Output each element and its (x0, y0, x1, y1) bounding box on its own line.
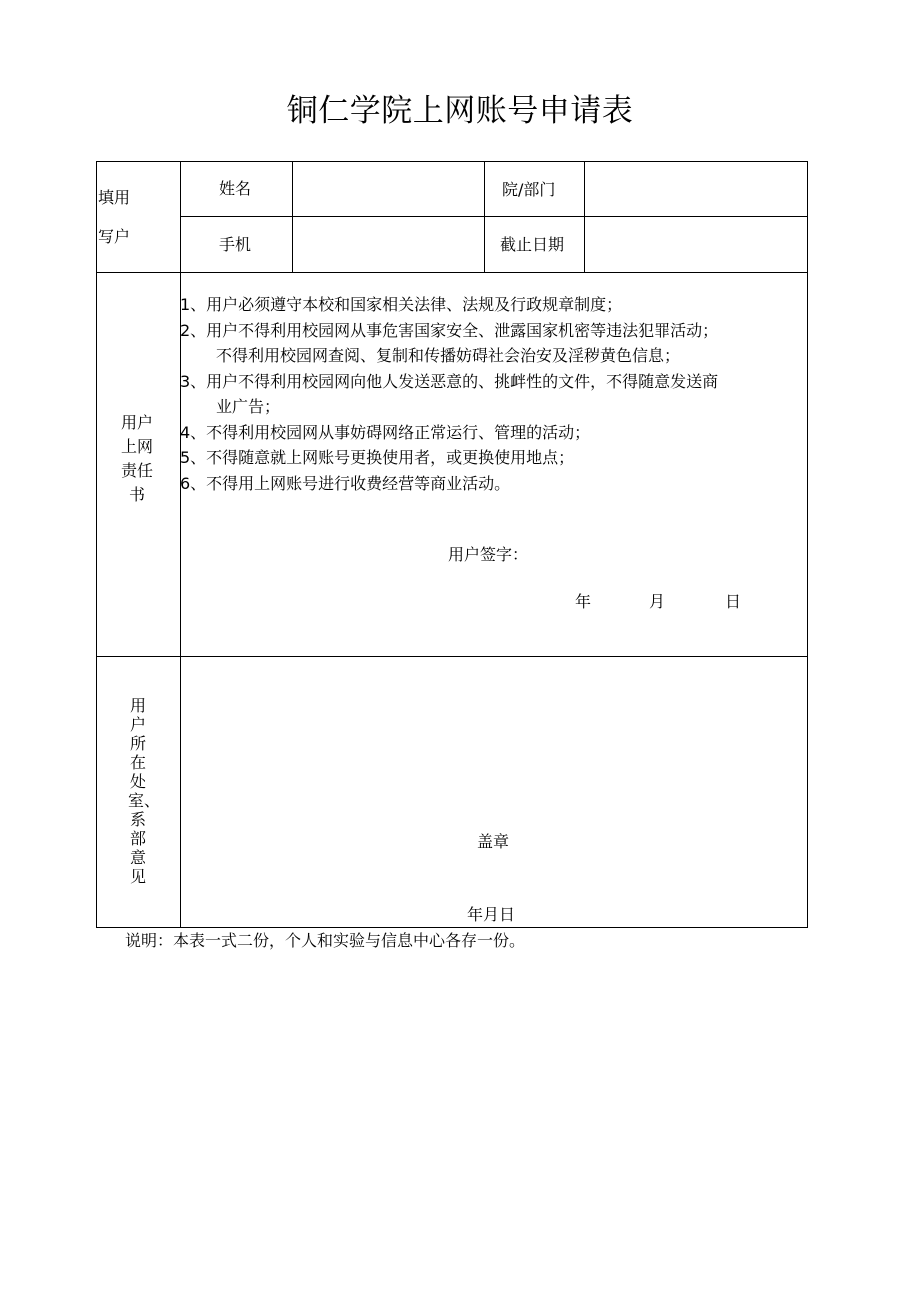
dept-field[interactable] (590, 178, 800, 202)
form-note: 说明：本表一式二份，个人和实验与信息中心各存一份。 (125, 931, 526, 950)
term-line-3-continued: 业广告； (216, 397, 281, 416)
term-line-2-continued: 不得利用校园网查阅、复制和传播妨碍社会治安及淫秽黄色信息； (216, 346, 681, 365)
table-divider-fill-section (96, 272, 808, 273)
table-divider-dept-value (584, 161, 585, 273)
name-field[interactable] (298, 177, 478, 201)
deadline-label: 截止日期 (500, 235, 565, 254)
signature-label: 用户签字： (448, 545, 529, 564)
department-opinion-label: 用户所在处室、系部意见 (128, 696, 161, 886)
term-line-5: 5、不得随意就上网账号更换使用者，或更换使用地点； (180, 448, 575, 467)
term-line-3: 3、用户不得利用校园网向他人发送恶意的、挑衅性的文件，不得随意发送商 (180, 371, 719, 391)
responsibility-label: 用户上网责任书 (120, 413, 153, 504)
table-divider-dept-label (484, 161, 485, 273)
stamp-label: 盖章 (477, 832, 510, 851)
table-divider-name-row (180, 216, 808, 217)
table-divider-responsibility (96, 656, 808, 657)
table-border-bottom (96, 927, 808, 928)
table-border-right (807, 161, 808, 928)
sign-date-month: 月 (649, 592, 666, 611)
department-opinion-field[interactable] (190, 670, 790, 820)
table-divider-name-value (292, 161, 293, 273)
signature-field[interactable] (532, 543, 732, 567)
term-line-4: 4、不得利用校园网从事妨碍网络正常运行、管理的活动； (180, 422, 591, 442)
sign-date-day: 日 (725, 592, 742, 611)
fill-section-label-line1: 填用 (98, 188, 131, 207)
phone-label: 手机 (219, 235, 252, 254)
dept-label: 院/部门 (502, 180, 556, 199)
responsibility-terms (180, 292, 810, 496)
table-divider-label-column (180, 161, 181, 928)
phone-field[interactable] (298, 233, 478, 257)
fill-section-label-line2: 写户 (98, 227, 131, 246)
term-line-2: 2、用户不得利用校园网从事危害国家安全、泄露国家机密等违法犯罪活动； (180, 320, 719, 340)
term-line-6: 6、不得用上网账号进行收费经营等商业活动。 (180, 473, 511, 493)
deadline-field[interactable] (590, 233, 800, 257)
table-border-left (96, 161, 97, 928)
stamp-date-label: 年月日 (467, 905, 516, 924)
term-line-1: 1、用户必须遵守本校和国家相关法律、法规及行政规章制度； (180, 295, 623, 314)
page-title: 铜仁学院上网账号申请表 (286, 93, 634, 129)
sign-date-year: 年 (575, 592, 592, 611)
name-label: 姓名 (219, 179, 252, 198)
table-border-top (96, 161, 808, 162)
